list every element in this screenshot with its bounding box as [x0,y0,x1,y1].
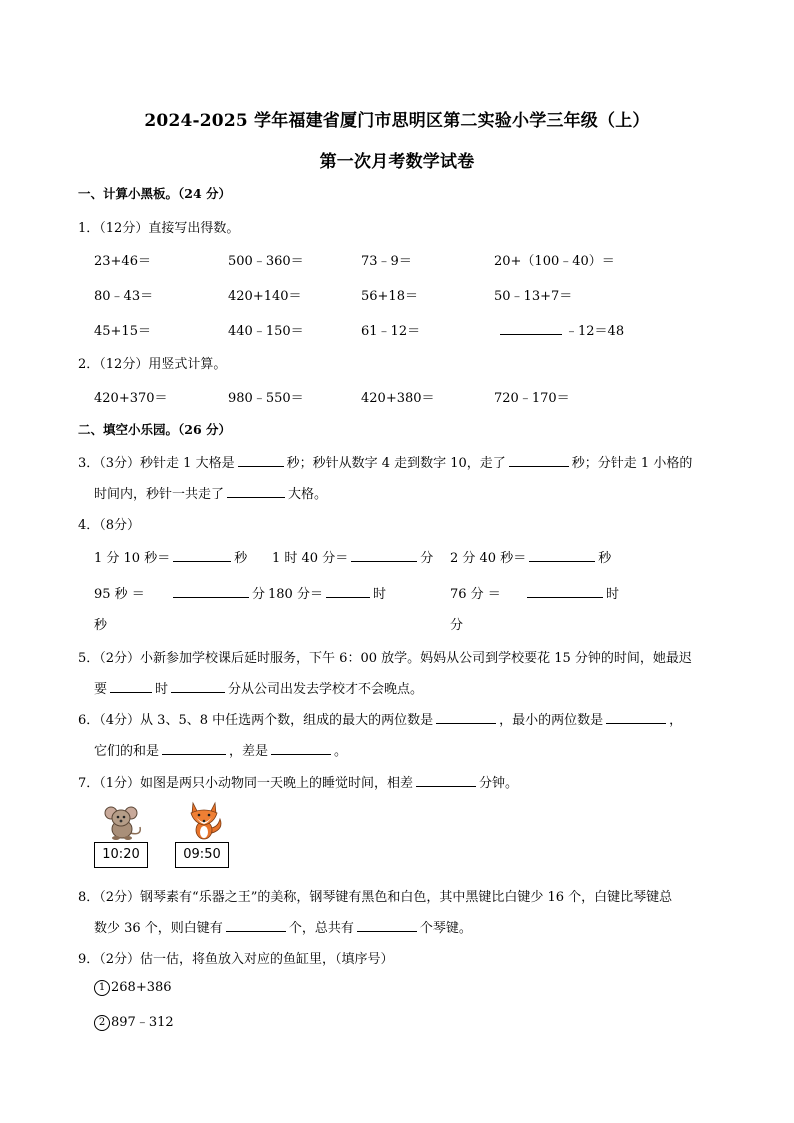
page-subtitle: 第一次月考数学试卷 [319,152,475,172]
answer-blank[interactable] [529,549,595,562]
q4-item-f-label: 76 分 ＝ [450,587,501,602]
q4-unit: 分 [420,551,434,566]
q9-expr: 897﹣312 [111,1015,174,1030]
q2-item: 980﹣550＝ [228,391,304,406]
q4-item-f [524,583,619,602]
q4-text: 1 时 40 分＝ [272,551,349,566]
q1-item: 23+46＝ [94,254,151,269]
q7-text: 7．（1分）如图是两只小动物同一天晚上的睡觉时间，相差 [78,776,414,791]
q2-item: 720﹣170＝ [494,391,570,406]
q3-line-1 [78,452,692,471]
q6-text: ， [669,713,683,728]
q6-text: 。 [334,744,348,759]
q3-text: 时间内，秒针一共走了 [94,487,225,502]
q4-unit: 秒 [234,551,248,566]
answer-blank[interactable] [436,711,496,724]
q6-line-1 [78,709,682,728]
section-1-heading: 一、计算小黑板。（24 分） [78,186,231,201]
q8-text: 个琴键。 [419,921,472,936]
q4-item-b [272,547,433,566]
q9-expr: 268+386 [111,980,172,995]
answer-blank[interactable] [110,680,152,693]
q4-item-e [268,583,386,602]
q4-text: 180 分＝ [268,587,323,602]
answer-blank[interactable] [357,919,417,932]
q7-line-1 [78,772,518,791]
q4-text: 2 分 40 秒＝ [450,551,527,566]
q6-text: ，差是 [229,744,269,759]
q1-item: 45+15＝ [94,324,151,339]
q1-item: 50﹣13+7＝ [494,289,573,304]
mouse-sleep-time: 10:20 [94,842,148,868]
answer-blank[interactable] [509,454,569,467]
q4-item-f-label-wrap: 分 [450,618,464,633]
q6-line-2 [94,740,347,759]
q1-item-expr: ﹣12＝48 [565,324,625,339]
answer-blank[interactable] [162,742,226,755]
q6-text: ，最小的两位数是 [499,713,604,728]
q8-line-2 [94,917,472,936]
q1-item: 440﹣150＝ [228,324,304,339]
q9-stem: 9．（2分）估一估，将鱼放入对应的鱼缸里，（填序号） [78,952,394,967]
q4-item-d-label: 95 秒 ＝ [94,587,145,602]
q3-text: 秒；分针走 1 小格的 [571,456,693,471]
q4-text: 1 分 10 秒＝ [94,551,171,566]
answer-blank[interactable] [238,454,284,467]
q5-text: 要 [94,682,108,697]
answer-blank[interactable] [227,485,285,498]
circled-number: 1 [94,980,110,996]
answer-blank[interactable] [500,322,562,335]
q3-text: 大格。 [288,487,328,502]
q1-item: 20+（100﹣40）＝ [494,254,615,269]
q1-item-blank [500,320,624,339]
q1-item: 56+18＝ [361,289,418,304]
answer-blank[interactable] [416,774,476,787]
q6-text: 它们的和是 [94,744,160,759]
q4-stem: 4．（8分） [78,518,141,533]
section-2-heading: 二、填空小乐园。（26 分） [78,422,231,437]
q9-item [94,980,172,996]
fox-illustration [184,799,226,841]
q4-unit: 时 [372,587,386,602]
q4-unit: 分 [252,587,266,602]
answer-blank[interactable] [271,742,331,755]
answer-blank[interactable] [606,711,666,724]
q1-item: 420+140＝ [228,289,302,304]
fox-sleep-time: 09:50 [175,842,229,868]
q5-text: 时 [155,682,169,697]
answer-blank[interactable] [173,549,231,562]
mouse-illustration [100,803,144,841]
answer-blank[interactable] [351,549,417,562]
q1-item: 80﹣43＝ [94,289,154,304]
q4-item-a [94,547,247,566]
q1-stem: 1．（12分）直接写出得数。 [78,221,240,236]
q2-item: 420+380＝ [361,391,435,406]
q4-unit: 秒 [598,551,612,566]
answer-blank[interactable] [326,585,370,598]
q4-item-c [450,547,611,566]
q8-text: 个，总共有 [288,921,354,936]
q2-item: 420+370＝ [94,391,168,406]
q4-item-d-label-wrap: 秒 [94,618,108,633]
q4-unit: 时 [606,587,620,602]
q2-stem: 2．（12分）用竖式计算。 [78,357,227,372]
q5-line-2 [94,678,423,697]
q3-text: 秒；秒针从数字 4 走到数字 10，走了 [286,456,506,471]
circled-number: 2 [94,1015,110,1031]
answer-blank[interactable] [171,680,225,693]
q8-text: 数少 36 个，则白键有 [94,921,223,936]
q9-item [94,1011,174,1031]
q4-item-d [170,583,265,602]
q1-item: 61﹣12＝ [361,324,421,339]
page-title: 2024-2025 学年福建省厦门市思明区第二实验小学三年级（上） [144,111,650,131]
q3-text: 3．（3分）秒针走 1 大格是 [78,456,235,471]
answer-blank[interactable] [226,919,286,932]
q3-line-2 [94,483,327,502]
q6-text: 6．（4分）从 3、5、8 中任选两个数，组成的最大的两位数是 [78,713,434,728]
q5-line-1: 5．（2分）小新参加学校课后延时服务，下午 6：00 放学。妈妈从公司到学校要花 15 分钟的时间，她最迟 [78,651,692,666]
q8-line-1: 8．（2分）钢琴素有“乐器之王”的美称，钢琴键有黑色和白色，其中黑键比白键少 16 个，白键比琴键总 [78,890,673,905]
q1-item: 500﹣360＝ [228,254,304,269]
answer-blank[interactable] [527,585,603,598]
q5-text: 分从公司出发去学校才不会晚点。 [228,682,424,697]
q1-item: 73﹣9＝ [361,254,412,269]
answer-blank[interactable] [173,585,249,598]
q7-text: 分钟。 [479,776,519,791]
